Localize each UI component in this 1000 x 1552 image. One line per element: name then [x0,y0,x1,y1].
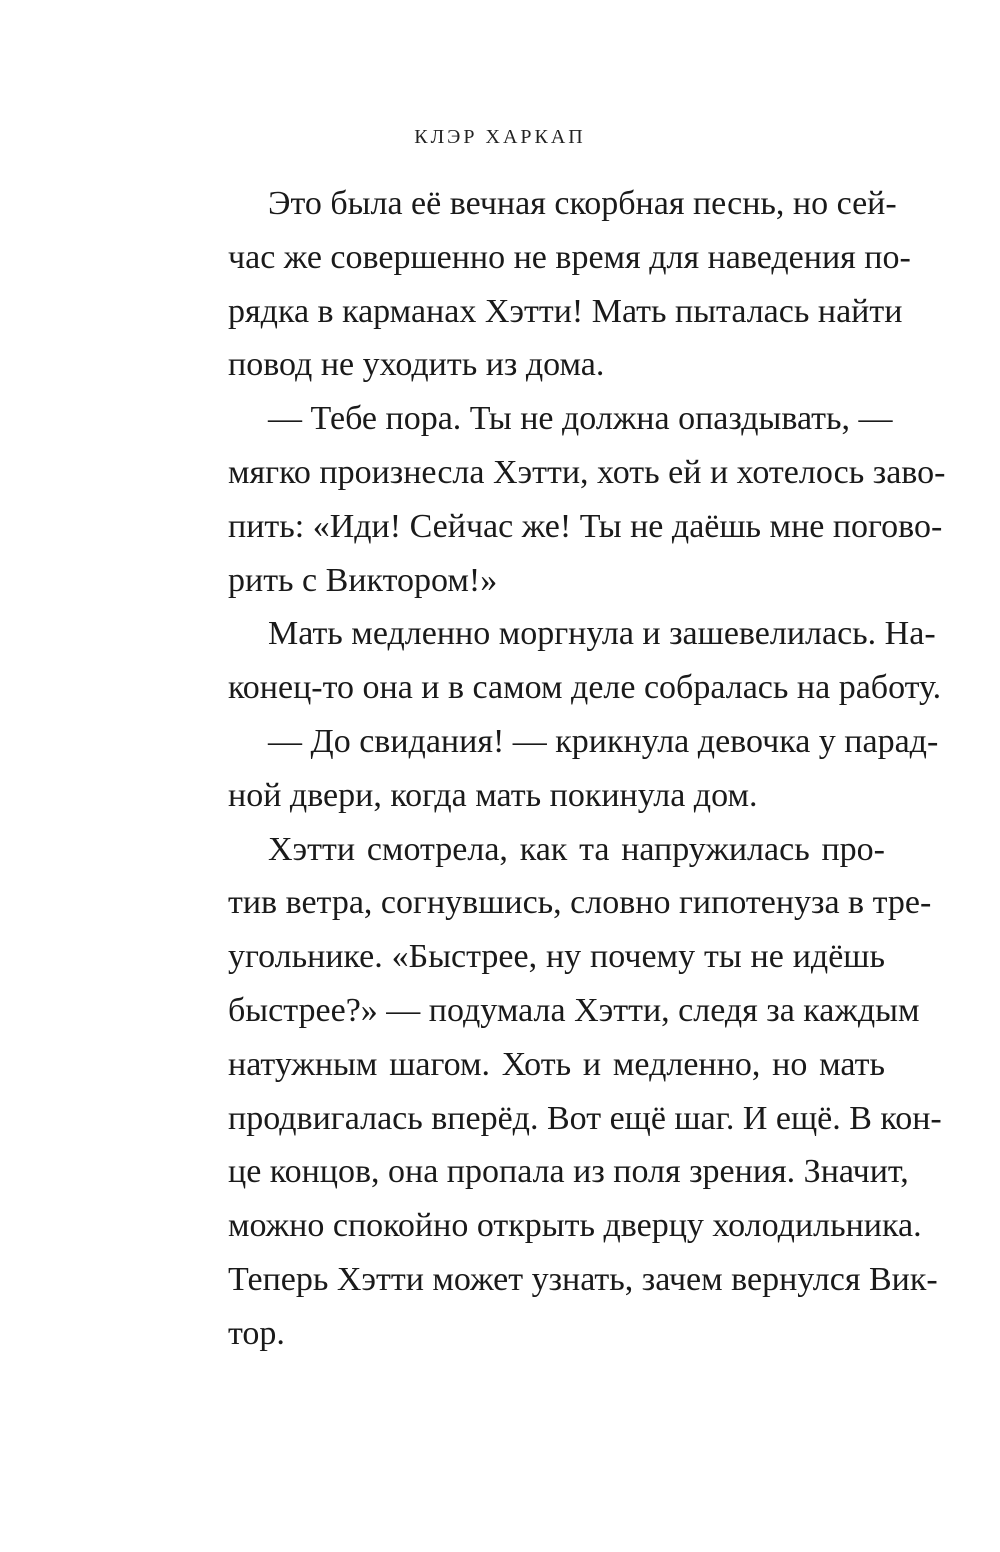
text-line: це концов, она пропала из поля зрения. Значит, [228,1153,909,1191]
text-line: час же совершенно не время для наведения по- [228,238,911,276]
text-line: натужным шагом. Хоть и медленно, но мать [228,1045,885,1083]
text-line: — Тебе пора. Ты не должна опаздывать, — [268,400,893,438]
text-line: Теперь Хэтти может узнать, зачем вернулся Вик- [228,1260,938,1298]
text-line: ной двери, когда мать покинула дом. [228,776,758,814]
text-line: тив ветра, согнувшись, словно гипотенуза в тре- [228,884,932,922]
text-line: угольнике. «Быстрее, ну почему ты не идёшь [228,938,885,976]
text-line: пить: «Иди! Сейчас же! Ты не даёшь мне погово- [228,507,943,545]
text-line: конец-то она и в самом деле собралась на работу. [228,669,942,707]
running-header: КЛЭР ХАРКАП [414,126,586,148]
body-text [228,177,946,1361]
text-line: быстрее?» — подумала Хэтти, следя за каждым [228,991,920,1029]
text-line: рядка в карманах Хэтти! Мать пыталась найти [228,292,903,330]
text-line: повод не уходить из дома. [228,346,605,384]
text-line: мягко произнесла Хэтти, хоть ей и хотелось заво- [228,453,946,491]
text-line: Мать медленно моргнула и зашевелилась. На- [268,615,936,653]
text-line: рить с Виктором!» [228,561,498,599]
text-line: тор. [228,1314,285,1352]
text-line: продвигалась вперёд. Вот ещё шаг. И ещё. В кон- [228,1099,942,1137]
text-line: Это была её вечная скорбная песнь, но сей- [268,185,897,222]
text-line: — До свидания! — крикнула девочка у парад- [268,722,939,760]
text-line: Хэтти смотрела, как та напружилась про- [268,830,885,868]
text-line: можно спокойно открыть дверцу холодильника. [228,1207,922,1245]
